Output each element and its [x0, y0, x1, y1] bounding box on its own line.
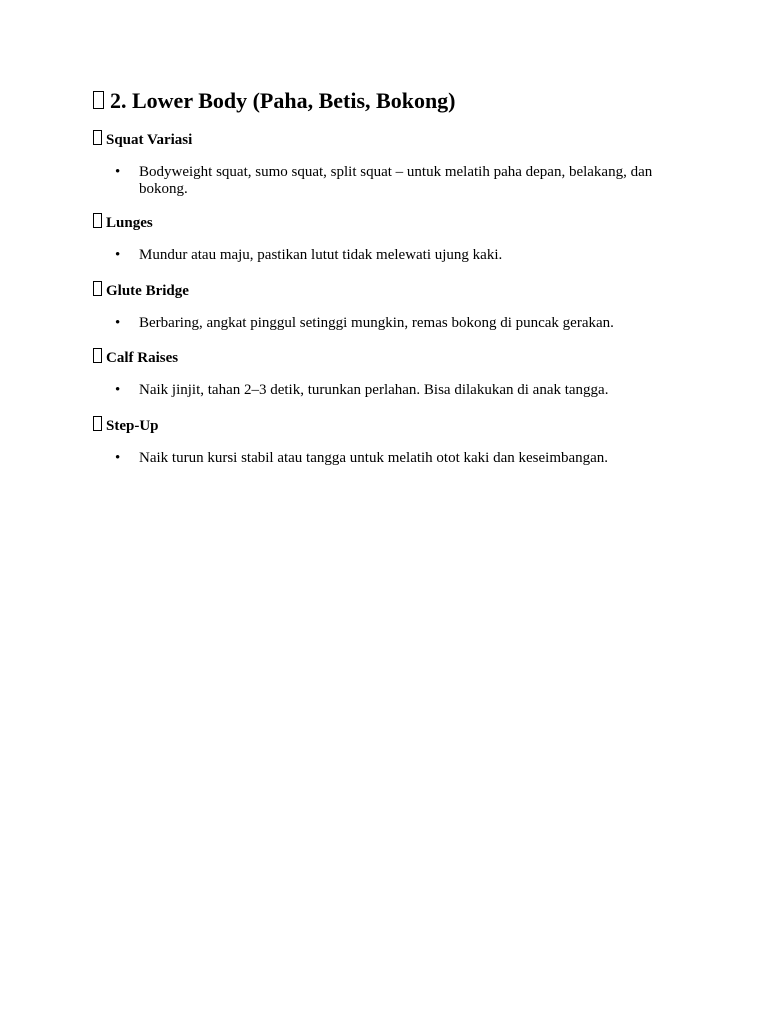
missing-glyph-icon [93, 281, 102, 296]
list-item [93, 382, 683, 399]
missing-glyph-icon [93, 416, 102, 431]
bullet-icon: • [115, 382, 121, 398]
list-item [93, 247, 683, 264]
section-title [93, 130, 683, 150]
section-calf-raises [93, 348, 683, 399]
section-title [93, 416, 683, 436]
section-title-text: Calf Raises [106, 350, 179, 366]
bullet-list [93, 382, 683, 399]
section-title-text: Glute Bridge [106, 283, 189, 299]
missing-glyph-icon [93, 130, 102, 145]
missing-glyph-icon [93, 213, 102, 228]
list-item-text: Bodyweight squat, sumo squat, split squat – untuk melatih paha depan, belakang, dan bokong. [139, 164, 653, 197]
section-title [93, 348, 683, 368]
section-lunges [93, 213, 683, 264]
document-page [93, 86, 683, 467]
list-item [93, 164, 683, 198]
page-heading [93, 86, 683, 116]
list-item [93, 315, 683, 332]
bullet-icon: • [115, 450, 121, 466]
section-title-text: Squat Variasi [106, 132, 193, 148]
list-item-text: Naik turun kursi stabil atau tangga untuk melatih otot kaki dan keseimbangan. [139, 450, 609, 466]
section-glute-bridge [93, 281, 683, 332]
section-squat-variasi [93, 130, 683, 198]
page-heading-text: 2. Lower Body (Paha, Betis, Bokong) [110, 88, 456, 113]
section-title-text: Step-Up [106, 418, 159, 434]
bullet-list [93, 164, 683, 198]
section-title-text: Lunges [106, 215, 153, 231]
bullet-icon: • [115, 315, 121, 331]
bullet-icon: • [115, 247, 121, 263]
list-item-text: Naik jinjit, tahan 2–3 detik, turunkan perlahan. Bisa dilakukan di anak tangga. [139, 382, 609, 398]
bullet-list [93, 450, 683, 467]
missing-glyph-icon [93, 348, 102, 363]
section-title [93, 213, 683, 233]
bullet-list [93, 315, 683, 332]
section-title [93, 281, 683, 301]
list-item [93, 450, 683, 467]
bullet-list [93, 247, 683, 264]
list-item-text: Berbaring, angkat pinggul setinggi mungkin, remas bokong di puncak gerakan. [139, 315, 614, 331]
section-step-up [93, 416, 683, 467]
list-item-text: Mundur atau maju, pastikan lutut tidak melewati ujung kaki. [139, 247, 503, 263]
bullet-icon: • [115, 164, 121, 180]
missing-glyph-icon [93, 91, 104, 109]
